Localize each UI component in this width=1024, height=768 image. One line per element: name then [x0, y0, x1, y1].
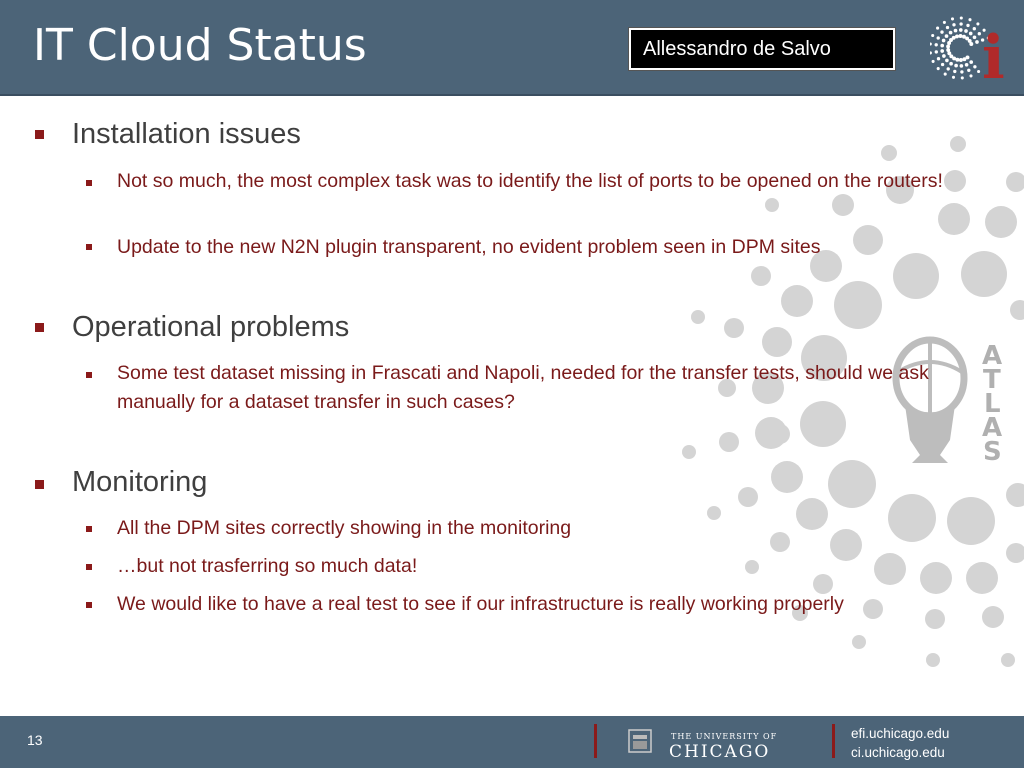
logo-dot [953, 70, 956, 73]
decor-circle [762, 327, 792, 357]
bullet-square [86, 180, 92, 186]
logo-dot [943, 21, 946, 24]
logo-dot [940, 49, 944, 53]
list-item: Some test dataset missing in Frascati and Napoli, needed for the transfer tests, should we ask manually for a dataset transfer in such cases? [117, 362, 929, 413]
logo-dot [944, 73, 947, 76]
logo-dot [969, 60, 973, 64]
logo-dot [936, 27, 939, 30]
logo-dot [932, 60, 935, 63]
divider [594, 724, 597, 758]
logo-dot [952, 23, 955, 26]
bullet-square [86, 372, 92, 378]
logo-dot [966, 24, 969, 27]
logo-dot [954, 64, 958, 68]
bullet-square [35, 480, 44, 489]
decor-circle [832, 194, 854, 216]
logo-dot [945, 59, 949, 63]
logo-dot [945, 34, 949, 38]
uchicago-logo [627, 726, 797, 760]
slide-footer [0, 716, 1024, 768]
bullet-square [86, 602, 92, 608]
section-heading: Monitoring [72, 466, 208, 498]
bullet-square [35, 130, 44, 139]
logo-dot [951, 17, 954, 20]
decor-circle [982, 606, 1004, 628]
decor-circle [765, 198, 779, 212]
logo-dot [961, 76, 964, 79]
logo-dot [973, 27, 976, 30]
bullet-square [86, 244, 92, 250]
logo-dot [969, 42, 973, 46]
decor-circle [771, 461, 803, 493]
logo-dot [941, 63, 944, 66]
decor-circle [1006, 172, 1024, 192]
logo-dot [969, 74, 972, 77]
logo-dot [949, 62, 953, 66]
section-heading: Operational problems [72, 311, 350, 343]
logo-dot [959, 22, 962, 25]
decor-circle [719, 432, 739, 452]
link-ci[interactable]: ci.uchicago.edu [851, 745, 945, 760]
author-box: Allessandro de Salvo [629, 28, 895, 70]
logo-dot [959, 58, 963, 62]
list-item: All the DPM sites correctly showing in the monitoring [117, 517, 572, 539]
decor-circle [828, 460, 876, 508]
svg-text:A: A [982, 341, 1003, 371]
decor-circle [691, 310, 705, 324]
svg-text:S: S [983, 437, 1002, 467]
decor-circle [751, 266, 771, 286]
footer-links [851, 724, 949, 762]
list-item: Update to the new N2N plugin transparent, no evident problem seen in DPM sites [117, 236, 821, 258]
logo-dot [946, 26, 949, 29]
logo-dot [975, 40, 979, 44]
logo-dot [952, 76, 955, 79]
logo-dot [940, 30, 943, 33]
logo-dot [960, 70, 963, 73]
decor-circle [985, 206, 1017, 238]
logo-dot [960, 16, 963, 19]
decor-circle [1001, 653, 1015, 667]
logo-dot [968, 18, 971, 21]
logo-dot [954, 29, 958, 33]
logo-dot [965, 63, 969, 67]
list-item: Not so much, the most complex task was to identify the list of ports to be opened on the routers! [117, 170, 943, 192]
logo-dot [931, 34, 934, 37]
logo-dot [962, 57, 966, 61]
slide-title: IT Cloud Status [33, 20, 367, 71]
logo-dot [930, 42, 932, 45]
logo-dot [969, 32, 973, 36]
logo-dot [946, 44, 950, 48]
decor-circle [781, 285, 813, 317]
decor-circle [926, 653, 940, 667]
logo-dot [978, 32, 981, 35]
bullet-square [86, 564, 92, 570]
logo-dot [977, 70, 980, 73]
decor-circle [881, 145, 897, 161]
slide-header [0, 0, 1024, 96]
logo-dot [942, 39, 946, 43]
bullet-square [86, 526, 92, 532]
logo-dot [959, 28, 963, 32]
logo-dot [946, 48, 950, 52]
decor-circle [834, 281, 882, 329]
logo-dot [930, 51, 932, 54]
bullet-square [35, 323, 44, 332]
svg-text:i: i [982, 23, 1005, 86]
decor-circle [966, 562, 998, 594]
logo-dot [947, 67, 950, 70]
logo-dot [937, 67, 940, 70]
logo-dot [967, 69, 970, 72]
svg-text:L: L [984, 389, 1001, 419]
decor-circle [724, 318, 744, 338]
logo-dot [949, 31, 953, 35]
decor-circle [682, 445, 696, 459]
university-line1: THE UNIVERSITY OF [671, 732, 778, 741]
page-number: 13 [27, 732, 43, 748]
decor-circle [738, 487, 758, 507]
logo-dot [973, 35, 977, 39]
ci-logo-icon [930, 10, 1014, 86]
logo-dot [940, 44, 944, 48]
decor-circle [938, 203, 970, 235]
logo-dot [955, 34, 959, 38]
decor-circle [852, 635, 866, 649]
logo-dot [976, 22, 979, 25]
decor-circle [961, 251, 1007, 297]
university-line2: CHICAGO [669, 742, 771, 760]
logo-dot [964, 29, 968, 33]
list-item: We would like to have a real test to see if our infrastructure is really working properly [117, 593, 844, 615]
divider [832, 724, 835, 758]
atlas-letters [982, 341, 1002, 467]
decor-circle [1006, 543, 1024, 563]
list-item: …but not trasferring so much data! [117, 555, 418, 577]
link-efi[interactable]: efi.uchicago.edu [851, 726, 950, 741]
svg-text:A: A [982, 413, 1003, 443]
logo-dot [960, 64, 964, 68]
logo-dot [937, 57, 940, 60]
logo-dot [937, 36, 940, 39]
decor-circle [1010, 300, 1024, 320]
section-heading: Installation issues [72, 118, 301, 150]
logo-dot [973, 65, 976, 68]
logo-dot [942, 54, 946, 58]
decor-circle [1006, 483, 1024, 507]
logo-dot [935, 43, 938, 46]
decor-circle [950, 136, 966, 152]
logo-dot [935, 50, 938, 53]
decor-circle [755, 417, 787, 449]
logo-dot [959, 34, 963, 38]
svg-text:T: T [983, 365, 1001, 395]
